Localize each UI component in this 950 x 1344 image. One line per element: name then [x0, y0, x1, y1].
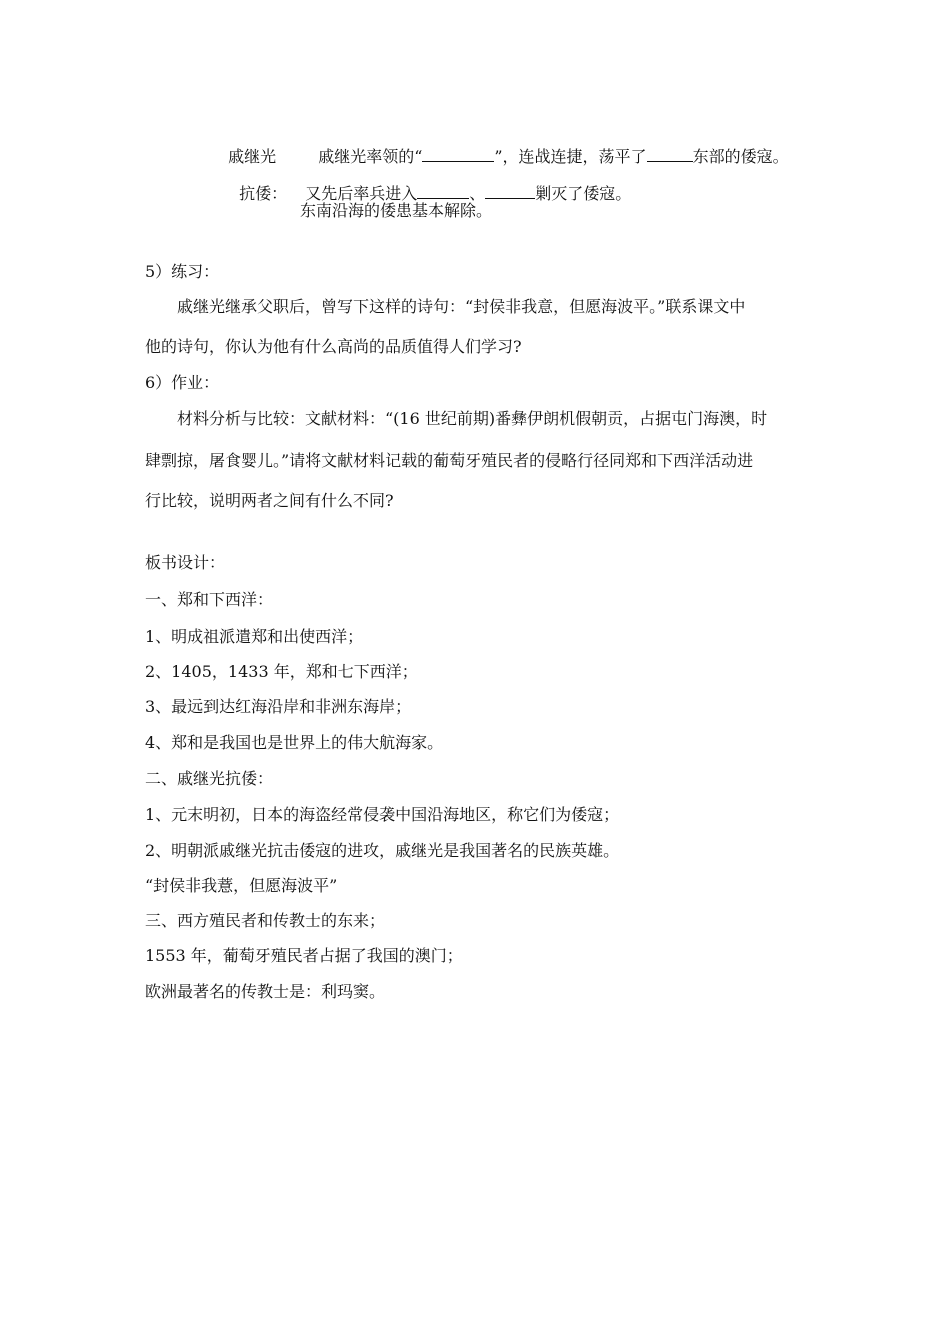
board-s1-item-4: 4、郑和是我国也是世界上的伟大航海家。	[145, 733, 444, 752]
board-s2-item-1: 1、元末明初，日本的海盗经常侵袭中国沿海地区，称它们为倭寇；	[145, 805, 620, 824]
qjg-text-a: 戚继光率领的“	[318, 147, 423, 166]
board-section-3-title: 三、西方殖民者和传教士的东来；	[145, 911, 386, 930]
board-s1-item-1: 1、明成祖派遣郑和出使西洋；	[145, 627, 364, 646]
homework-line-3: 行比较，说明两者之间有什么不同?	[145, 491, 394, 510]
board-s1-item-3: 3、最远到达红海沿岸和非洲东海岸；	[145, 697, 412, 716]
board-s3-item-2: 欧洲最著名的传教士是：利玛窦。	[145, 982, 386, 1001]
practice-line-2: 他的诗句，你认为他有什么高尚的品质值得人们学习?	[145, 337, 522, 356]
fill-blank-place-2[interactable]	[485, 184, 535, 199]
fill-blank-army[interactable]	[422, 147, 494, 162]
board-section-1-title: 一、郑和下西洋：	[145, 590, 274, 609]
board-s3-item-1: 1553 年，葡萄牙殖民者占据了我国的澳门；	[145, 946, 463, 965]
board-heading: 板书设计：	[145, 553, 226, 572]
homework-line-1: 材料分析与比较：文献材料：“(16 世纪前期)番彝伊朗机假朝贡，占据屯门海澳，时	[177, 409, 768, 428]
qjg-text-2b: 、	[469, 184, 486, 203]
practice-heading: 5）练习：	[145, 262, 220, 281]
qjg-line-3: 东南沿海的倭患基本解除。	[300, 201, 493, 220]
practice-line-1: 戚继光继承父职后，曾写下这样的诗句：“封侯非我意，但愿海波平。”联系课文中	[177, 297, 746, 316]
fill-blank-region[interactable]	[647, 147, 693, 162]
qjg-line-1	[218, 127, 789, 167]
qjg-text-2a: 又先后率兵进入	[305, 184, 418, 203]
board-s2-item-2: 2、明朝派戚继光抗击倭寇的进攻，戚继光是我国著名的民族英雄。	[145, 841, 620, 860]
board-s1-item-2: 2、1405，1433 年，郑和七下西洋；	[145, 662, 418, 681]
qjg-text-b: ”，连战连捷，荡平了	[494, 147, 647, 166]
qjg-line-2	[229, 164, 631, 204]
board-section-2-title: 二、戚继光抗倭：	[145, 769, 274, 788]
kangwo-label: 抗倭：	[239, 184, 288, 203]
fill-blank-place-1[interactable]	[417, 184, 469, 199]
board-s2-quote: “封侯非我薏，但愿海波平”	[145, 876, 338, 895]
qjg-text-2c: 剿灭了倭寇。	[535, 184, 632, 203]
qjg-text-c: 东部的倭寇。	[692, 147, 789, 166]
homework-heading: 6）作业：	[145, 373, 220, 392]
qjg-label: 戚继光	[228, 147, 277, 166]
homework-line-2: 肆剽掠，屠食婴儿。”请将文献材料记载的葡萄牙殖民者的侵略行径同郑和下西洋活动进	[145, 451, 754, 470]
